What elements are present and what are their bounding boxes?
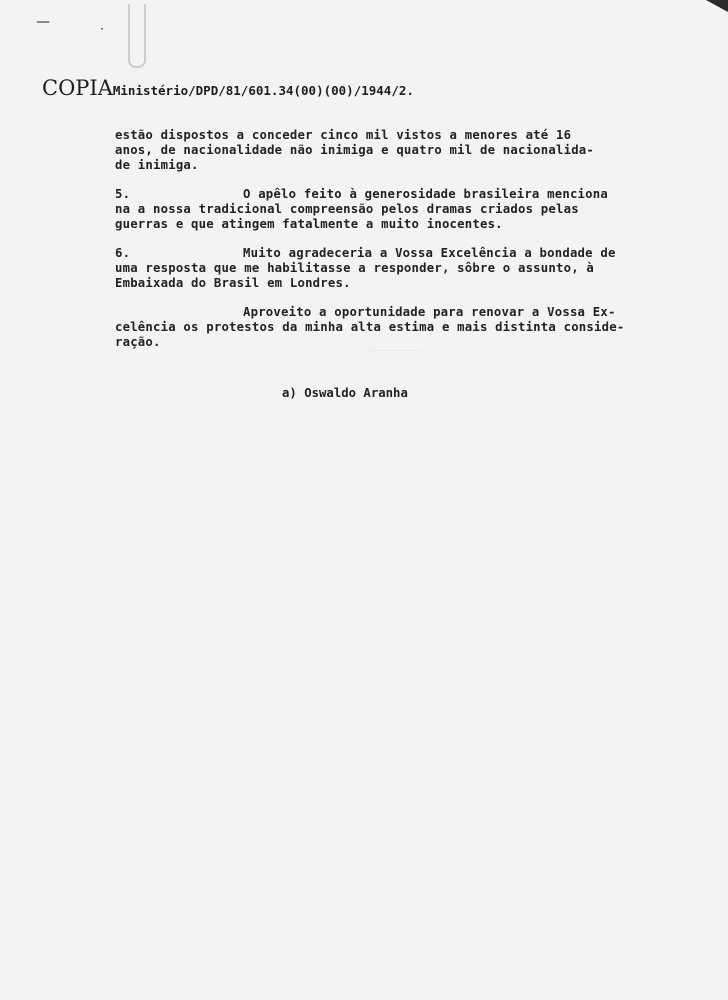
page-corner-fold xyxy=(706,0,728,12)
text-line: O apêlo feito à generosidade brasileira menciona xyxy=(243,187,608,201)
paragraph-6 xyxy=(115,246,675,291)
text-line: anos, de nacionalidade não inimiga e quatro mil de nacionalida- xyxy=(115,143,595,157)
text-line: estão dispostos a conceder cinco mil vistos a menores até 16 xyxy=(115,128,572,142)
text-line-first xyxy=(115,187,675,202)
paragraph-number: 6. xyxy=(115,246,131,260)
signature-line: a) Oswaldo Aranha xyxy=(282,386,408,400)
paragraph-5 xyxy=(115,187,675,232)
text-line: celência os protestos da minha alta estima e mais distinta conside- xyxy=(115,320,625,334)
paragraph-closing xyxy=(115,305,675,350)
text-line-first xyxy=(115,246,675,261)
reference-number: Ministério/DPD/81/601.34(00)(00)/1944/2. xyxy=(112,83,414,98)
text-line: na a nossa tradicional compreensão pelos dramas criados pelas xyxy=(115,202,579,216)
text-line: Embaixada do Brasil em Londres. xyxy=(115,276,351,290)
text-line-first xyxy=(115,305,675,320)
letter-body xyxy=(115,128,675,364)
text-line: ração. xyxy=(115,335,161,349)
document-header xyxy=(42,76,414,100)
text-line: uma resposta que me habilitasse a responder, sôbre o assunto, à xyxy=(115,261,595,275)
text-line: Aproveito a oportunidade para renovar a Vossa Ex- xyxy=(243,305,616,319)
text-line: de inimiga. xyxy=(115,158,199,172)
copia-stamp: COPIA xyxy=(42,76,113,100)
paragraph-number: 5. xyxy=(115,187,131,201)
text-line: guerras e que atingem fatalmente a muito inocentes. xyxy=(115,217,503,231)
paper-clip-mark xyxy=(128,4,146,68)
paragraph-continuation xyxy=(115,128,675,173)
ink-dash-mark: — xyxy=(36,14,50,30)
faint-pencil-mark xyxy=(360,350,430,373)
ink-dot-mark: · xyxy=(100,22,104,36)
text-line: Muito agradeceria a Vossa Excelência a bondade de xyxy=(243,246,616,260)
